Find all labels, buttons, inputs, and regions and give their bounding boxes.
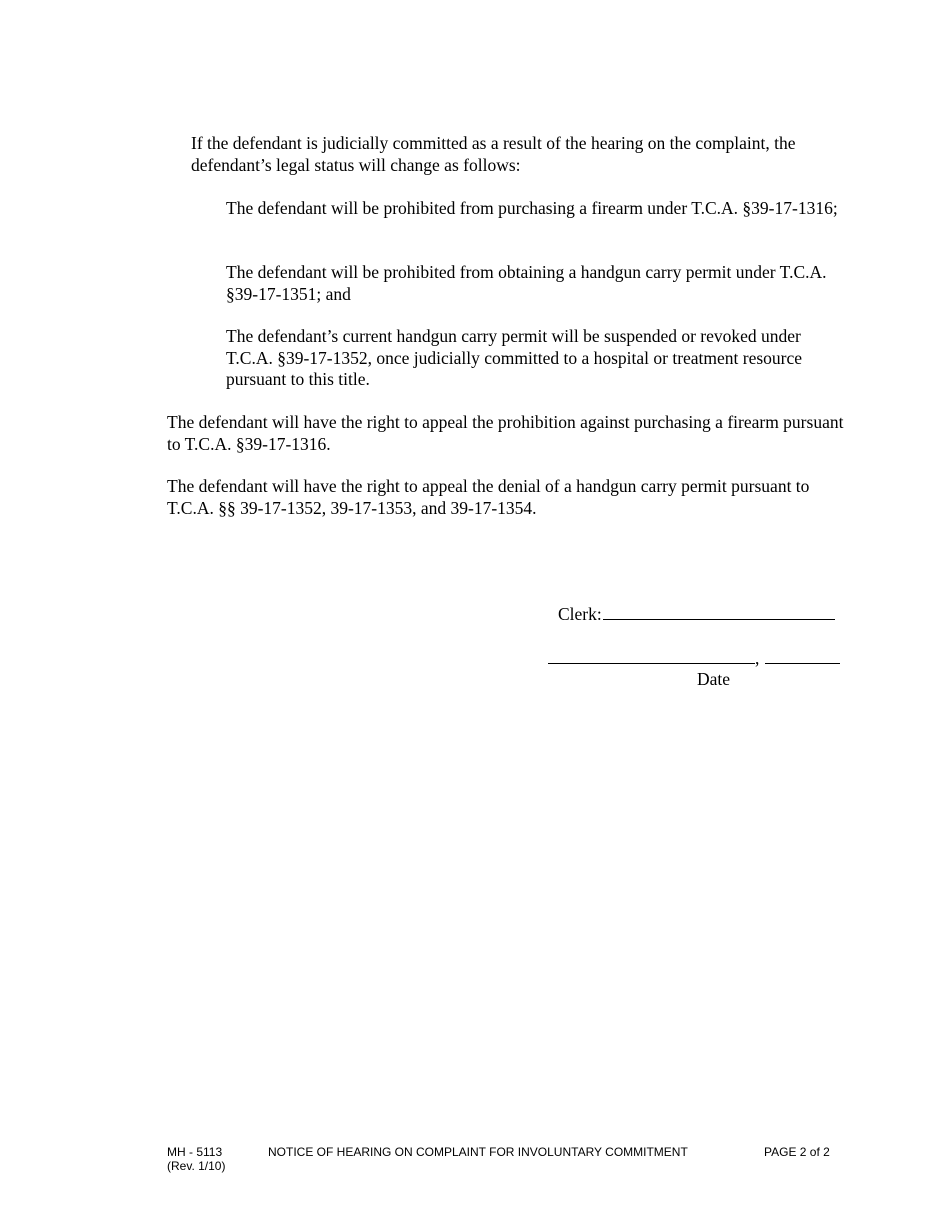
- date-year-line[interactable]: [765, 649, 840, 664]
- footer-form-code: MH - 5113: [167, 1145, 223, 1159]
- footer-page-number: PAGE 2 of 2: [764, 1145, 830, 1159]
- clerk-signature-line[interactable]: [603, 605, 835, 620]
- clerk-signature-row: [558, 604, 848, 626]
- date-separator: ,: [755, 648, 760, 668]
- intro-paragraph: If the defendant is judicially committed as a result of the hearing on the complaint, the defendant’s legal status will change as follows:: [191, 133, 796, 175]
- firearm-prohibition-item: The defendant will be prohibited from purchasing a firearm under T.C.A. §39-17-1316;: [226, 198, 838, 218]
- date-row: [548, 648, 848, 670]
- date-label: Date: [697, 669, 731, 689]
- clerk-label: Clerk:: [558, 604, 602, 624]
- footer-title: NOTICE OF HEARING ON COMPLAINT FOR INVOLUNTARY COMMITMENT: [268, 1145, 688, 1159]
- permit-prohibition-item: The defendant will be prohibited from obtaining a handgun carry permit under T.C.A. §39-17-1351; and: [226, 262, 827, 304]
- firearm-appeal-paragraph: The defendant will have the right to appeal the prohibition against purchasing a firearm pursuant to T.C.A. §39-17-1316.: [167, 412, 844, 454]
- date-month-day-line[interactable]: [548, 649, 755, 664]
- footer-revision: (Rev. 1/10): [167, 1159, 226, 1173]
- permit-suspension-item: The defendant’s current handgun carry permit will be suspended or revoked under T.C.A. §39-17-1352, once judicially committed to a hospital or treatment resource pursuant to this title.: [226, 326, 803, 389]
- permit-appeal-paragraph: The defendant will have the right to appeal the denial of a handgun carry permit pursuant to T.C.A. §§ 39-17-1352, 39-17-1353, and 39-17-1354.: [167, 476, 810, 518]
